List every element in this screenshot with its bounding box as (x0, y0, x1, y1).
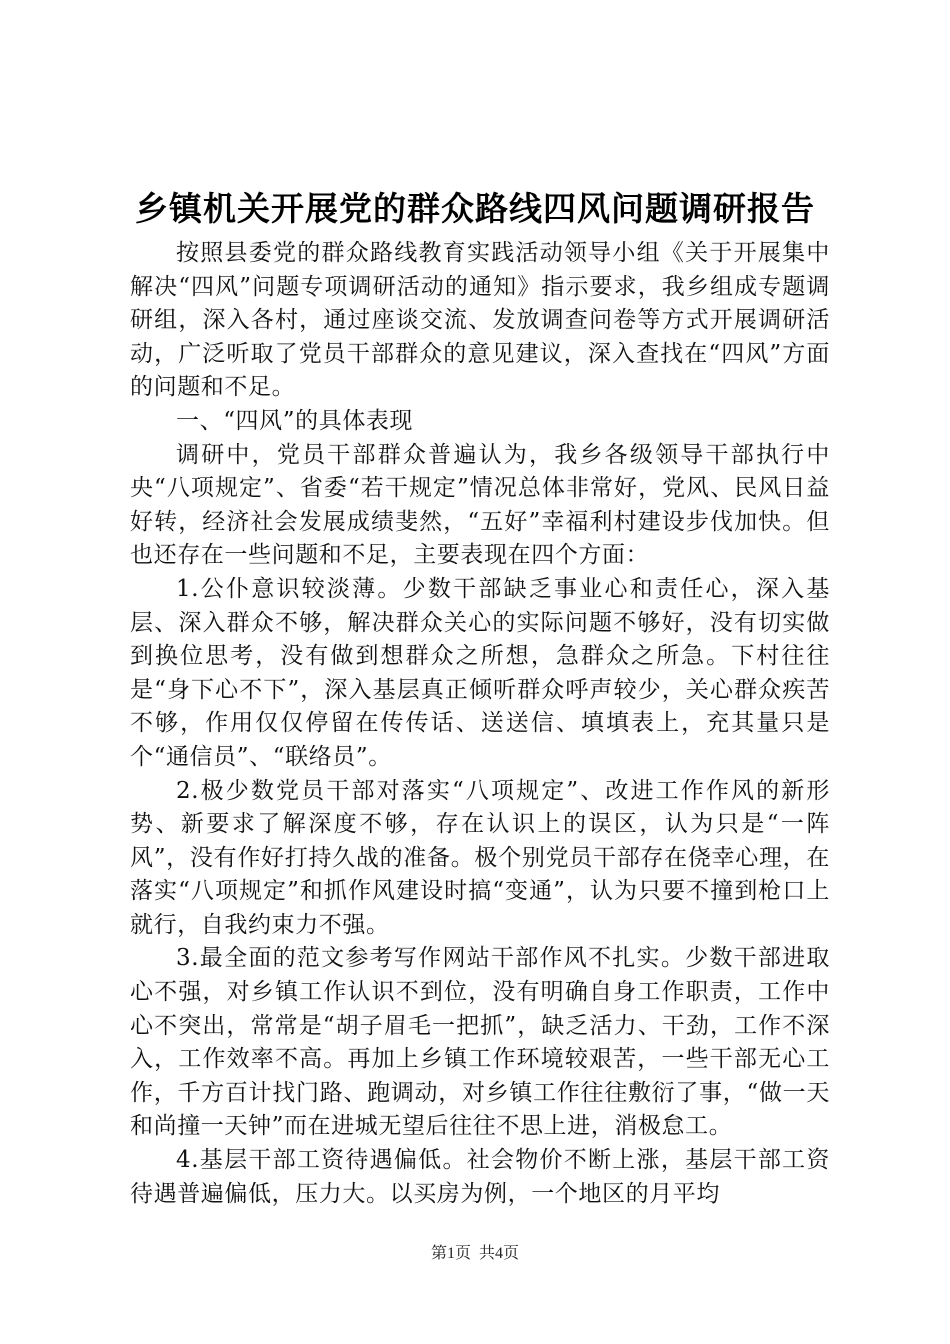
section-heading-four-winds: 一、“四风”的具体表现 (176, 407, 414, 434)
page-number-label: 第1页 共4页 (430, 1245, 519, 1262)
paragraph-point-1: 1.公仆意识较淡薄。少数干部缺乏事业心和责任心，深入基层、深入群众不够，解决群众关心的实际问题不够好，没有切实做到换位思考，没有做到想群众之所想，急群众之所急。下村往往是“身下心不下”，深入基层真正倾听群众呼声较少，关心群众疾苦不够，作用仅仅停留在传传话、送送信、填填表上，充其量只是个“通信员”、“联络员”。 (130, 575, 830, 770)
paragraph-intro: 按照县委党的群众路线教育实践活动领导小组《关于开展集中解决“四风”问题专项调研活动的通知》指示要求，我乡组成专题调研组，深入各村，通过座谈交流、发放调查问卷等方式开展调研活动，广泛听取了党员干部群众的意见建议，深入查找在“四风”方面的问题和不足。 (130, 240, 830, 401)
paragraph-point-3: 3.最全面的范文参考写作网站干部作风不扎实。少数干部进取心不强，对乡镇工作认识不到位，没有明确自身工作职责，工作中心不突出，常常是“胡子眉毛一把抓”，缺乏活力、干劲，工作不深入，工作效率不高。再加上乡镇工作环境较艰苦，一些干部无心工作，千方百计找门路、跑调动，对乡镇工作往往敷衍了事，“做一天和尚撞一天钟”而在进城无望后往往不思上进，消极怠工。 (130, 945, 830, 1140)
page-footer (0, 1244, 950, 1264)
document-title: 乡镇机关开展党的群众路线四风问题调研报告 (135, 189, 815, 228)
paragraph-point-2: 2.极少数党员干部对落实“八项规定”、改进工作作风的新形势、新要求了解深度不够，存在认识上的误区，认为只是“一阵风”，没有作好打持久战的准备。极个别党员干部存在侥幸心理，在落实“八项规定”和抓作风建设时搞“变通”，认为只要不撞到枪口上就行，自我约束力不强。 (130, 777, 830, 938)
paragraph-point-4: 4.基层干部工资待遇偏低。社会物价不断上涨，基层干部工资待遇普遍偏低，压力大。以买房为例，一个地区的月平均 (130, 1147, 830, 1207)
document-body (130, 237, 830, 1211)
paragraph-survey-findings: 调研中，党员干部群众普遍认为，我乡各级领导干部执行中央“八项规定”、省委“若干规定”情况总体非常好，党风、民风日益好转，经济社会发展成绩斐然，“五好”幸福利村建设步伐加快。但也还存在一些问题和不足，主要表现在四个方面： (130, 441, 830, 569)
